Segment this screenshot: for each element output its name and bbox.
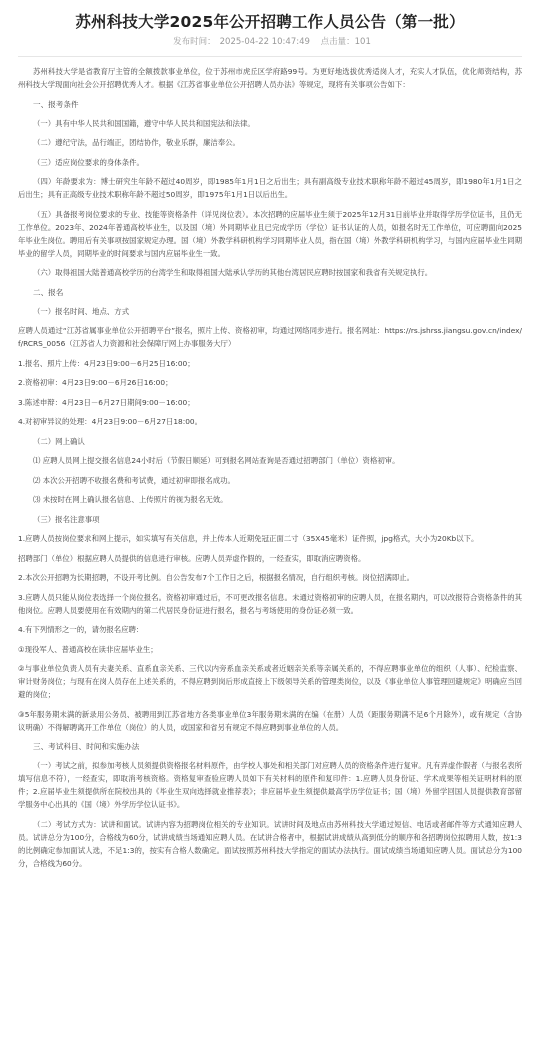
- body-paragraph: （五）具备报考岗位要求的专业、技能等资格条件（详见岗位表）。本次招聘的应届毕业生须于2025年12月31日前毕业并取得学历学位证书，且仍无工作单位。2023年、2024年普通高校毕业生，以及国（境）外同期毕业且已完成学历（学位）证书认证的人员，如报名时无工作单位，可应聘面向2025年毕业生岗位。聘用后有关事项按国家规定办理。国（境）外教学科研机构学习同期毕业人员，指在国（境）外教学科研机构学习，与国内应届毕业生同期毕业的留学人员，同期毕业的时间要求与国内应届毕业生一致。: [18, 209, 522, 258]
- publish-info: [169, 37, 310, 47]
- body-paragraph: 3.陈述申辩：4月23日－6月27日期间9:00－16:00；: [18, 397, 195, 407]
- article-body: [18, 65, 522, 870]
- body-paragraph: （三）适应岗位要求的身体条件。: [33, 157, 144, 167]
- body-paragraph: ③5年服务期未满的新录用公务员、被聘用到江苏省地方各类事业单位3年服务期未满的在编（在册）人员（距服务期满不足6个月除外），或有规定（含协议明确）不得解聘离开工作单位（岗位）的人员，或国家和省另有规定不得应聘到事业单位的人员。: [18, 709, 522, 732]
- body-paragraph: （一）报名时间、地点、方式: [33, 306, 130, 316]
- section-heading: 三、考试科目、时间和实施办法: [33, 742, 140, 751]
- body-paragraph: （一）具有中华人民共和国国籍，遵守中华人民共和国宪法和法律。: [33, 118, 255, 128]
- body-paragraph: ②与事业单位负责人员有夫妻关系、直系血亲关系、三代以内旁系血亲关系或者近姻亲关系等亲属关系的，不得应聘事业单位的组织（人事）、纪检监察、审计财务岗位；与现有在岗人员存在上述关系的，不得应聘到岗后形成直接上下级领导关系的管理类岗位，以及《事业单位人事管理回避规定》明确应当回避的岗位；: [18, 664, 522, 699]
- body-paragraph: （三）报名注意事项: [33, 514, 100, 524]
- body-paragraph: （一）考试之前，拟参加考核人员须提供资格报名材料原件，由学校人事处和相关部门对应聘人员的资格条件进行复审。凡有弄虚作假者（与报名表所填写信息不符），一经查实，即取消考核资格。资格复审查验应聘人员如下有关材料的原件和复印件：1.应聘人员身份证、学术成果等相关证明材料的原件；2.应届毕业生须提供所在院校出具的《毕业生双向选择就业推荐表》；非应届毕业生须提供最高学历学位证书；国（境）外留学回国人员提供教育部留学服务中心出具的《国（境）外学历学位认证书》。: [18, 761, 522, 809]
- section-heading: 一、报考条件: [33, 99, 79, 109]
- body-paragraph: （四）年龄要求为：博士研究生年龄不超过40周岁，即1985年1月1日之后出生；具有副高级专业技术职称年龄不超过45周岁，即1980年1月1日之后出生；具有正高级专业技术职称年龄不超过50周岁，即1975年1月1日以后出生。: [18, 177, 522, 199]
- views-label: 点击量：: [320, 37, 355, 47]
- body-paragraph: ①现役军人、普通高校在读非应届毕业生；: [18, 644, 158, 654]
- body-paragraph: 4.对初审异议的处理：4月23日9:00－6月27日18:00。: [18, 417, 203, 426]
- body-paragraph: 1.报名、照片上传：4月23日9:00－6月25日16:00；: [18, 358, 195, 368]
- body-paragraph: 苏州科技大学是省教育厅主管的全额拨款事业单位，位于苏州市虎丘区学府路99号。为更好地选拔优秀适岗人才，充实人才队伍，优化师资结构，苏州科技大学现面向社会公开招聘优秀人才。根据《江苏省事业单位公开招聘人员办法》等规定，现将有关事项公告如下：: [18, 67, 522, 89]
- body-paragraph: 2.本次公开招聘为长期招聘，不设开考比例。自公告发布7个工作日之后，根据报名情况，自行组织考核。岗位招满即止。: [18, 573, 415, 582]
- article-meta: [18, 36, 522, 48]
- views-info: [321, 37, 371, 47]
- publish-time: 2025-04-22 10:47:49: [219, 37, 310, 47]
- body-paragraph: 招聘部门（单位）根据应聘人员提供的信息进行审核。应聘人员弄虚作假的，一经查实，即取消应聘资格。: [18, 553, 366, 563]
- body-paragraph: 2.资格初审：4月23日9:00－6月26日16:00；: [18, 378, 173, 387]
- body-paragraph: 3.应聘人员只能从岗位表选择一个岗位报名。资格初审通过后，不可更改报名信息。未通过资格初审的应聘人员，在报名期内，可以改报符合资格条件的其他岗位。应聘人员要使用在有效期内的第二代居民身份证进行报名，报名与考场使用的身份证必须一致。: [18, 592, 522, 615]
- views-count: 101: [354, 37, 371, 47]
- body-paragraph: 应聘人员通过“江苏省属事业单位公开招聘平台”报名，照片上传、资格初审，均通过网络同步进行。报名网址：https://rs.jshrss.jiangsu.gov.cn/index/f/RCRS_0056（江苏省人力资源和社会保障厅网上办事服务大厅）: [18, 326, 522, 348]
- body-paragraph: 1.应聘人员按岗位要求和网上提示，如实填写有关信息，并上传本人近期免冠正面二寸（35X45毫米）证件照，jpg格式，大小为20Kb以下。: [18, 534, 479, 543]
- title-divider: [18, 56, 522, 57]
- section-heading: 二、报名: [33, 287, 64, 297]
- body-paragraph: （二）遵纪守法，品行端正，团结协作，敬业乐群，廉洁奉公。: [33, 138, 240, 147]
- body-paragraph: （二）网上确认: [33, 436, 85, 446]
- article-title: 苏州科技大学2025年公开招聘工作人员公告（第一批）: [75, 13, 465, 31]
- body-paragraph: ⑴ 应聘人员网上提交报名信息24小时后（节假日顺延）可到报名网站查询是否通过招聘部门（单位）资格初审。: [33, 456, 400, 465]
- body-paragraph: （二）考试方式为：试讲和面试。试讲内容为招聘岗位相关的专业知识。试讲时间及地点由苏州科技大学通过短信、电话或者邮件等方式通知应聘人员。试讲总分为100分，合格线为60分，试讲成绩当场通知应聘人员。在试讲合格者中，根据试讲成绩从高到低分的顺序和各招聘岗位拟聘用人数，按1:3的比例确定参加面试人选，不足1:3的，按实有合格人数确定。面试按照苏州科技大学指定的面试办法执行。面试成绩当场通知应聘人员。面试总分为100分，合格线为60分。: [18, 819, 522, 868]
- publish-label: 发布时间：: [173, 37, 216, 47]
- body-paragraph: ⑶ 未按时在网上确认报名信息、上传照片的视为报名无效。: [33, 495, 228, 504]
- body-paragraph: 4.有下列情形之一的，请勿报名应聘：: [18, 625, 144, 634]
- body-paragraph: ⑵ 本次公开招聘不收报名费和考试费，通过初审即报名成功。: [33, 475, 235, 485]
- body-paragraph: （六）取得祖国大陆普通高校学历的台湾学生和取得祖国大陆承认学历的其他台湾居民应聘时按国家和我省有关规定执行。: [33, 268, 433, 277]
